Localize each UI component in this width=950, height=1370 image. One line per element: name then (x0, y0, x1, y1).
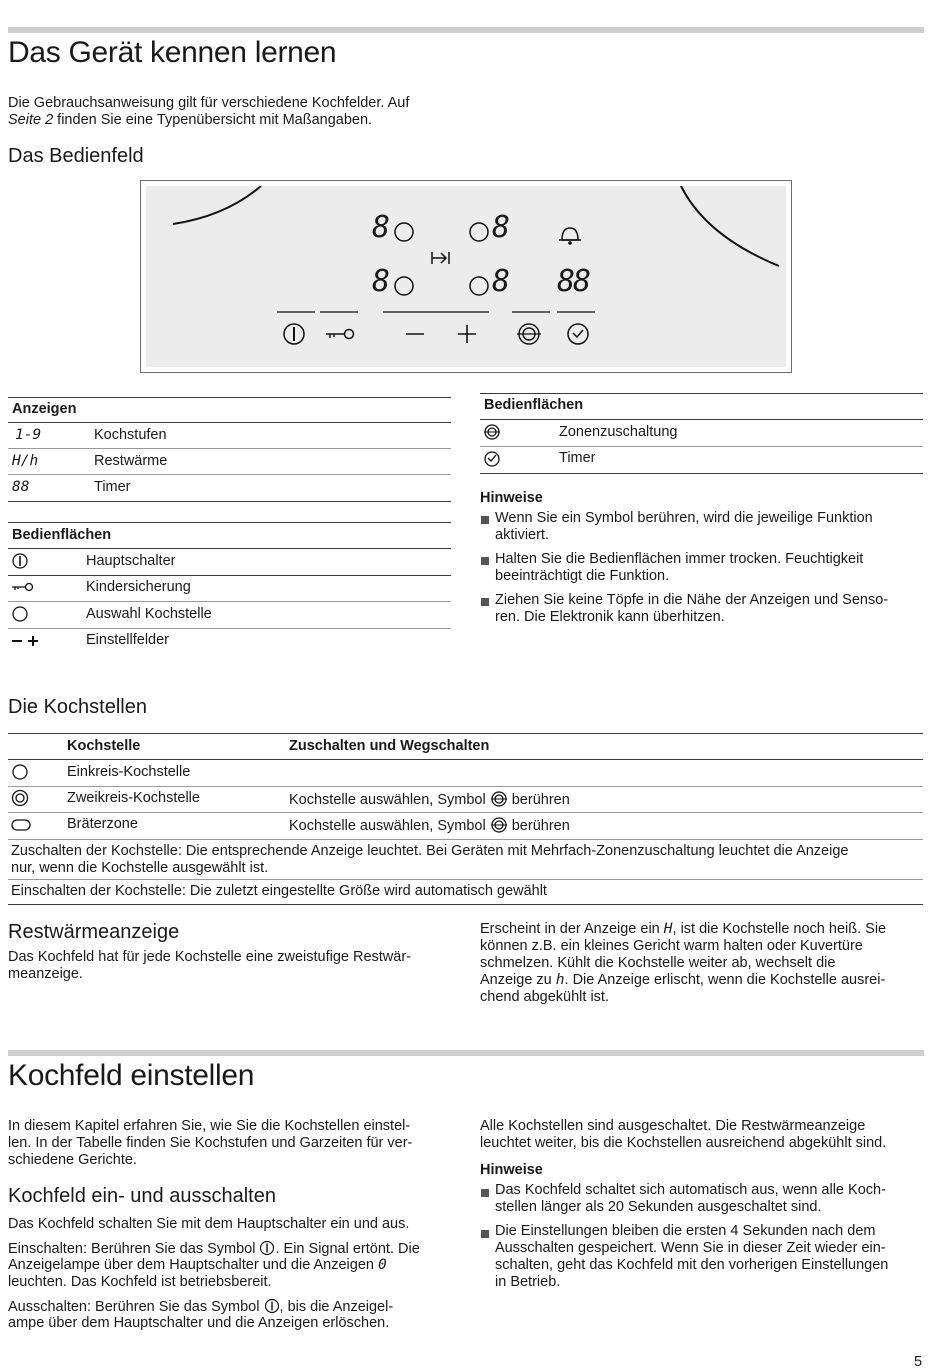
restwaerme-right-line-3: schmelzen. Kühlt die Kochstelle weiter ab, wechselt die (480, 955, 836, 971)
bullet-marker (481, 1230, 489, 1238)
kochstellen-table-top (8, 733, 923, 734)
zone-switch-icon (483, 423, 503, 441)
restwaerme-right-line-2: können z.B. ein kleines Gericht warm halten oder Kuvertüre (480, 938, 863, 954)
row-rule (8, 448, 451, 449)
bedien-right-bottom (480, 473, 923, 474)
bullet-marker (481, 1189, 489, 1197)
bullet-marker (481, 516, 489, 524)
restwaerme-H-symbol: H (663, 921, 673, 937)
hinweis2-2-line-4: in Betrieb. (495, 1274, 561, 1290)
hinweis-3-line-2: ren. Die Elektronik kann überhitzen. (495, 609, 725, 625)
bell-icon (559, 228, 581, 245)
bedien-right-header: Bedienflächen (484, 397, 584, 413)
note-zuschalten-line-2: nur, wenn die Kochstelle ausgewählt ist. (11, 860, 269, 876)
hinweis-2-line-1: Halten Sie die Bedienflächen immer trocken. Feuchtigkeit (495, 551, 864, 567)
timer-display: 88 (557, 264, 590, 299)
einaus-title: Kochfeld ein- und ausschalten (8, 1185, 276, 1207)
bullet-marker (481, 557, 489, 565)
dual-zone-icon (11, 789, 31, 807)
power-icon (259, 1240, 275, 1256)
display-digit-tr: 8 (492, 210, 511, 245)
display-digit-bl: 8 (372, 264, 391, 299)
select-zone-icon-tr (470, 223, 488, 241)
key-icon (326, 330, 354, 339)
anzeigen-header-rule (8, 422, 451, 423)
page-number: 5 (914, 1354, 923, 1370)
label-timer: Timer (94, 479, 131, 495)
hinweis2-1-line-1: Das Kochfeld schaltet sich automatisch aus, wenn alle Koch- (495, 1182, 886, 1198)
row-rule (8, 879, 923, 880)
plus-icon (458, 325, 476, 343)
anzeigen-table-top (8, 397, 451, 398)
anzeigen-header: Anzeigen (12, 401, 77, 417)
kochstellen-col2: Zuschalten und Wegschalten (289, 738, 490, 754)
note-einschalten: Einschalten der Kochstelle: Die zuletzt eingestellte Größe wird automatisch gewählt (11, 883, 547, 899)
timer-icon (568, 324, 588, 344)
restwaerme-h-symbol: h (555, 972, 565, 988)
roaster-zone-icon (10, 818, 34, 832)
zone-switch-icon (490, 817, 508, 833)
bedien-right-header-rule (480, 419, 923, 420)
einaus-text: . Ein Signal ertönt. Die (275, 1241, 420, 1257)
restwaerme-right-line-5: chend abgekühlt ist. (480, 989, 609, 1005)
section2-intro-line-2: len. In der Tabelle finden Sie Kochstufen und Garzeiten für ver- (8, 1135, 413, 1151)
section2-intro-line-3: schiedene Gerichte. (8, 1152, 137, 1168)
einaus-p3-line-1 (8, 1298, 393, 1316)
single-zone-icon (11, 763, 31, 781)
restwaerme-right-line-4 (480, 972, 885, 989)
bullet-marker (481, 598, 489, 606)
power-icon (284, 324, 304, 344)
action-text-post: berühren (511, 818, 570, 834)
action-zweikreis (289, 791, 570, 809)
einaus-p1: Das Kochfeld schalten Sie mit dem Hauptschalter ein und aus. (8, 1216, 410, 1232)
action-text: Kochstelle auswählen, Symbol (289, 792, 486, 808)
power-icon (264, 1298, 280, 1314)
hinweis-1-line-1: Wenn Sie ein Symbol berühren, wird die jeweilige Funktion (495, 510, 873, 526)
kochstellen-header-rule (8, 759, 923, 760)
einaus-p3-line-2: ampe über dem Hauptschalter und die Anzeigen erlöschen. (8, 1315, 390, 1331)
bedien-left-top (8, 522, 451, 523)
row-rule (8, 575, 451, 576)
hinweis-2-line-2: beeinträchtigt die Funktion. (495, 568, 670, 584)
display-digit-tl: 8 (372, 210, 391, 245)
timer-icon (483, 450, 503, 468)
bedien-right-top (480, 393, 923, 394)
control-panel-illustration (140, 180, 792, 373)
row-rule (8, 812, 923, 813)
section-title-geraet: Das Gerät kennen lernen (8, 36, 337, 69)
rw-text: , ist die Kochstelle noch heiß. Sie (672, 921, 887, 937)
section-bar-top (8, 27, 924, 33)
cooking-zone-arc-right (681, 186, 779, 266)
hinweis-3-line-1: Ziehen Sie keine Töpfe in die Nähe der Anzeigen und Senso- (495, 592, 889, 608)
label-timer-right: Timer (559, 450, 596, 466)
section2-intro-line-1: In diesem Kapitel erfahren Sie, wie Sie die Kochstellen einstel- (8, 1118, 411, 1134)
display-zero-symbol: 0 (378, 1257, 387, 1273)
power-icon (11, 552, 31, 570)
label-einkreis: Einkreis-Kochstelle (67, 764, 191, 780)
key-icon (11, 580, 35, 596)
row-rule (8, 839, 923, 840)
bridge-arrow-icon (432, 252, 449, 264)
bedienfeld-title: Das Bedienfeld (8, 145, 144, 167)
row-rule (8, 474, 451, 475)
symbol-kochstufen: 1-9 (15, 427, 42, 443)
einaus-text: Anzeigelampe über dem Hauptschalter und die Anzeigen (8, 1257, 374, 1273)
select-zone-icon-bl (395, 277, 413, 295)
select-zone-icon-tl (395, 223, 413, 241)
einaus-p2-line-2 (8, 1257, 387, 1274)
section2-right-line-1: Alle Kochstellen sind ausgeschaltet. Die Restwärmeanzeige (480, 1118, 866, 1134)
rw-text: Anzeige zu (480, 972, 552, 988)
label-auswahl-kochstelle: Auswahl Kochstelle (86, 606, 212, 622)
restwaerme-left-line-2: meanzeige. (8, 966, 83, 982)
select-zone-icon-br (470, 277, 488, 295)
action-text: Kochstelle auswählen, Symbol (289, 818, 486, 834)
rw-text: . Die Anzeige erlischt, wenn die Kochstelle ausrei- (564, 972, 886, 988)
einaus-p2-line-3: leuchten. Das Kochfeld ist betriebsbereit. (8, 1274, 272, 1290)
cooking-zone-arc-left (173, 186, 261, 224)
intro-line-1: Die Gebrauchsanweisung gilt für verschiedene Kochfelder. Auf (8, 95, 410, 111)
hinweis2-2-line-1: Die Einstellungen bleiben die ersten 4 Sekunden nach dem (495, 1223, 876, 1239)
hinweis-1-line-2: aktiviert. (495, 527, 549, 543)
hinweise-title: Hinweise (480, 490, 543, 506)
circle-icon (11, 605, 31, 623)
seite-ref: Seite 2 (8, 112, 54, 128)
control-panel-graphic (146, 186, 786, 367)
kochstellen-table-bottom (8, 904, 923, 905)
bedien-left-header: Bedienflächen (12, 527, 112, 543)
intro-line-2 (8, 112, 372, 129)
symbol-restwaerme: H/h (12, 453, 39, 469)
einaus-text: , bis die Anzeigel- (279, 1299, 394, 1315)
hinweise2-title: Hinweise (480, 1162, 543, 1178)
hinweis2-2-line-3: schalten, geht das Kochfeld mit den vorherigen Einstellungen (495, 1257, 889, 1273)
restwaerme-title: Restwärmeanzeige (8, 921, 180, 943)
rw-text: Erscheint in der Anzeige ein (480, 921, 660, 937)
zone-switch-icon (490, 791, 508, 807)
einaus-p2-line-1 (8, 1240, 420, 1258)
section-bar-bottom (8, 1050, 924, 1056)
anzeigen-table-bottom (8, 501, 451, 502)
row-rule (8, 628, 451, 629)
label-restwaerme: Restwärme (94, 453, 168, 469)
einaus-text: Einschalten: Berühren Sie das Symbol (8, 1241, 256, 1257)
intro-line-2-rest: finden Sie eine Typenübersicht mit Maßangaben. (53, 112, 373, 128)
section2-right-line-2: leuchtet weiter, bis die Kochstellen ausreichend abgekühlt sind. (480, 1135, 887, 1151)
row-rule (8, 786, 923, 787)
symbol-timer: 88 (12, 479, 30, 495)
restwaerme-left-line-1: Das Kochfeld hat für jede Kochstelle eine zweistufige Restwär- (8, 949, 411, 965)
kochstellen-title: Die Kochstellen (8, 696, 147, 718)
action-braeterzone (289, 817, 570, 835)
display-digit-br: 8 (492, 264, 511, 299)
einaus-text: Ausschalten: Berühren Sie das Symbol (8, 1299, 260, 1315)
restwaerme-right-line-1 (480, 921, 886, 938)
row-rule (480, 446, 923, 447)
label-braeterzone: Bräterzone (67, 816, 138, 832)
note-zuschalten-line-1: Zuschalten der Kochstelle: Die entsprechende Anzeige leuchtet. Bei Geräten mit Mehrfach-Zonenzuschaltung leuchtet die Anzeige (11, 843, 849, 859)
section-title-kochfeld: Kochfeld einstellen (8, 1059, 255, 1092)
kochstellen-col1: Kochstelle (67, 738, 141, 754)
hinweis2-1-line-2: stellen länger als 20 Sekunden ausgeschaltet sind. (495, 1199, 822, 1215)
bedien-left-header-rule (8, 548, 451, 549)
label-zweikreis: Zweikreis-Kochstelle (67, 790, 200, 806)
zone-switch-icon (517, 324, 541, 344)
label-zonenzuschaltung: Zonenzuschaltung (559, 424, 678, 440)
label-kochstufen: Kochstufen (94, 427, 167, 443)
row-rule (8, 601, 451, 602)
label-einstellfelder: Einstellfelder (86, 632, 170, 648)
label-hauptschalter: Hauptschalter (86, 553, 176, 569)
minus-plus-icon (10, 632, 40, 650)
action-text-post: berühren (511, 792, 570, 808)
hinweis2-2-line-2: Ausschalten gespeichert. Wenn Sie in dieser Zeit wieder ein- (495, 1240, 886, 1256)
label-kindersicherung: Kindersicherung (86, 579, 191, 595)
